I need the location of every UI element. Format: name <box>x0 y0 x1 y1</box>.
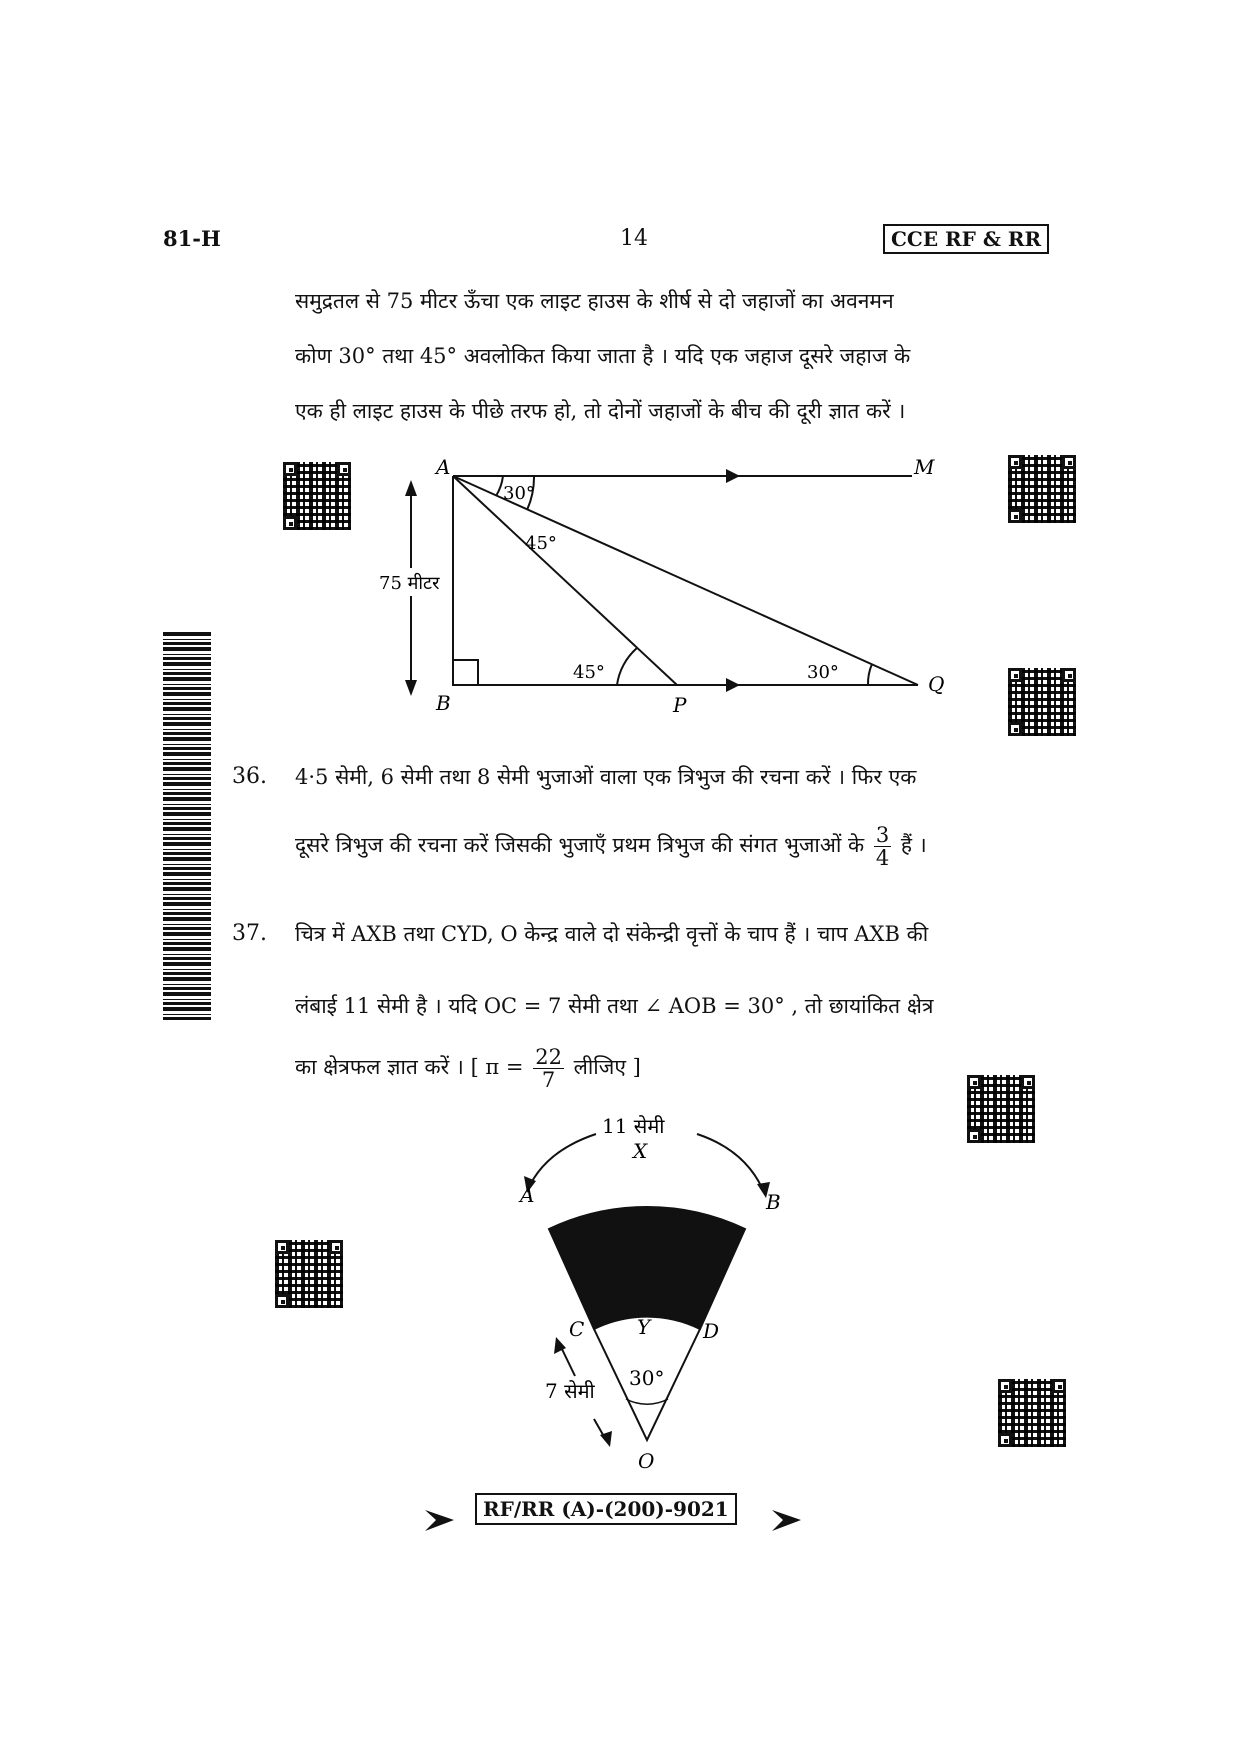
q36-line-2-text: दूसरे त्रिभुज की रचना करें जिसकी भुजाएँ प्रथम त्रिभुज की संगत भुजाओं के <box>295 833 865 857</box>
q36-line-2-end: हैं । <box>900 833 927 857</box>
page-number: 14 <box>620 226 648 251</box>
radius-label: 7 सेमी <box>545 1379 595 1403</box>
qr-code-icon <box>275 1240 343 1308</box>
label-d: D <box>703 1319 720 1343</box>
q36-fraction: $\frac{3}{4}$ <box>875 823 890 870</box>
qr-code-icon <box>967 1075 1035 1143</box>
angle-top-45: 45° <box>525 533 557 554</box>
series-badge: CCE RF & RR <box>883 224 1049 254</box>
q36-line-1: 4·5 सेमी, 6 सेमी तथा 8 सेमी भुजाओं वाला एक त्रिभुज की रचना करें । फिर एक <box>295 765 917 789</box>
label-x: X <box>633 1139 648 1163</box>
q35-line-1: समुद्रतल से 75 मीटर ऊँचा एक लाइट हाउस के शीर्ष से दो जहाजों का अवनमन <box>295 289 894 313</box>
footer-code: RF/RR (A)-(200)-9021 <box>475 1493 737 1525</box>
label-a-arc: A <box>520 1183 535 1207</box>
q36-number: 36. <box>232 764 267 789</box>
label-p: P <box>673 693 687 717</box>
q37-line-2: लंबाई 11 सेमी है । यदि OC = 7 सेमी तथा ∠ AOB = 30° , तो छायांकित क्षेत्र <box>295 994 934 1018</box>
qr-code-icon <box>1008 455 1076 523</box>
paper-code: 81-H <box>163 226 221 251</box>
sector-angle: 30° <box>629 1366 665 1390</box>
q36-line-2 <box>295 820 927 870</box>
barcode-icon <box>163 630 211 1020</box>
arc-length-label: 11 सेमी <box>602 1114 665 1138</box>
qr-code-icon <box>1008 668 1076 736</box>
label-b-arc: B <box>766 1190 781 1214</box>
q37-line-3-text: का क्षेत्रफल ज्ञात करें । [ π = <box>295 1055 524 1079</box>
pi-fraction: $\frac{22}{7}$ <box>535 1045 562 1092</box>
q35-line-2: कोण 30° तथा 45° अवलोकित किया जाता है । यदि एक जहाज दूसरे जहाज के <box>295 344 911 368</box>
angle-q-30: 30° <box>807 662 839 683</box>
angle-top-30: 30° <box>503 483 535 504</box>
label-o: O <box>638 1449 655 1473</box>
height-label: 75 मीटर <box>379 573 440 594</box>
label-b: B <box>436 691 451 715</box>
label-y: Y <box>637 1315 651 1339</box>
qr-code-icon <box>998 1379 1066 1447</box>
label-m: M <box>914 455 935 479</box>
label-c: C <box>569 1317 585 1341</box>
label-a: A <box>436 455 451 479</box>
angle-p-45: 45° <box>573 662 605 683</box>
qr-code-icon <box>283 462 351 530</box>
label-q: Q <box>928 672 945 696</box>
q37-line-3-end: लीजिए ] <box>573 1055 641 1079</box>
q37-number: 37. <box>232 921 267 946</box>
q37-line-3 <box>295 1042 641 1092</box>
q37-line-1: चित्र में AXB तथा CYD, O केन्द्र वाले दो संकेन्द्री वृत्तों के चाप हैं । चाप AXB की <box>295 922 929 946</box>
q35-line-3: एक ही लाइट हाउस के पीछे तरफ हो, तो दोनों जहाजों के बीच की दूरी ज्ञात करें । <box>295 399 906 423</box>
